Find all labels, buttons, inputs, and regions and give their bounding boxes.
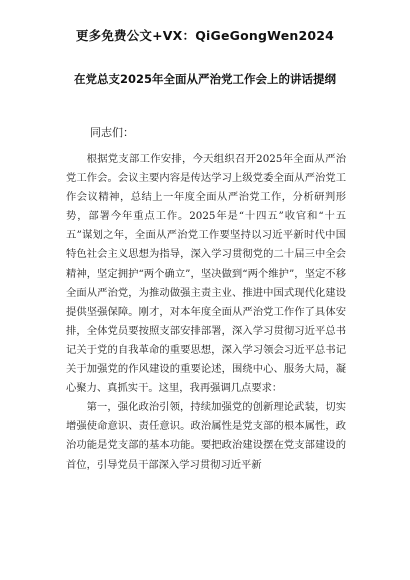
salutation: 同志们： [90, 126, 134, 139]
header-banner: 更多免费公文+VX：QiGeGongWen2024 [75, 28, 335, 43]
page-title: 在党总支2025年全面从严治党工作会上的讲话提纲 [73, 72, 336, 86]
body-paragraph: 根据党支部工作安排，今天组织召开2025年全面从严治党工作会。会议主要内容是传达学习上级党委全面从严治党工作会议精神，总结上一年度全面从严治党工作，分析研判形势，部署今年重点工作。2025年是“十四五”收官和“十五五”谋划之年，全面从严治党工作要坚持以习近平新时代中国特色社会主义思想为指导，深入学习贯彻党的二十届三中全会精神，坚定拥护“两个确立”，坚决做到“两个维护”，坚定不移全面从严治党，为推动做强主责主业、推进中国式现代化建设提供坚强保障。刚才，对本年度全面从严治党工作作了具体安排，全体党员要按照支部安排部署，深入学习贯彻习近平总书记关于党的自我革命的重要思想，深入学习领会习近平总书记关于加强党的作风建设的重要论述，围绕中心、服务大局，凝心聚力、真抓实干。这里，我再强调几点要求： [66, 153, 346, 395]
body-paragraph: 第一，强化政治引领，持续加强党的创新理论武装，切实增强使命意识、责任意识。政治属性是党支部的根本属性，政治功能是党支部的基本功能。要把政治建设摆在党支部建设的首位，引导党员干部深入学习贯彻习近平新 [66, 401, 346, 471]
document-body [66, 150, 346, 475]
